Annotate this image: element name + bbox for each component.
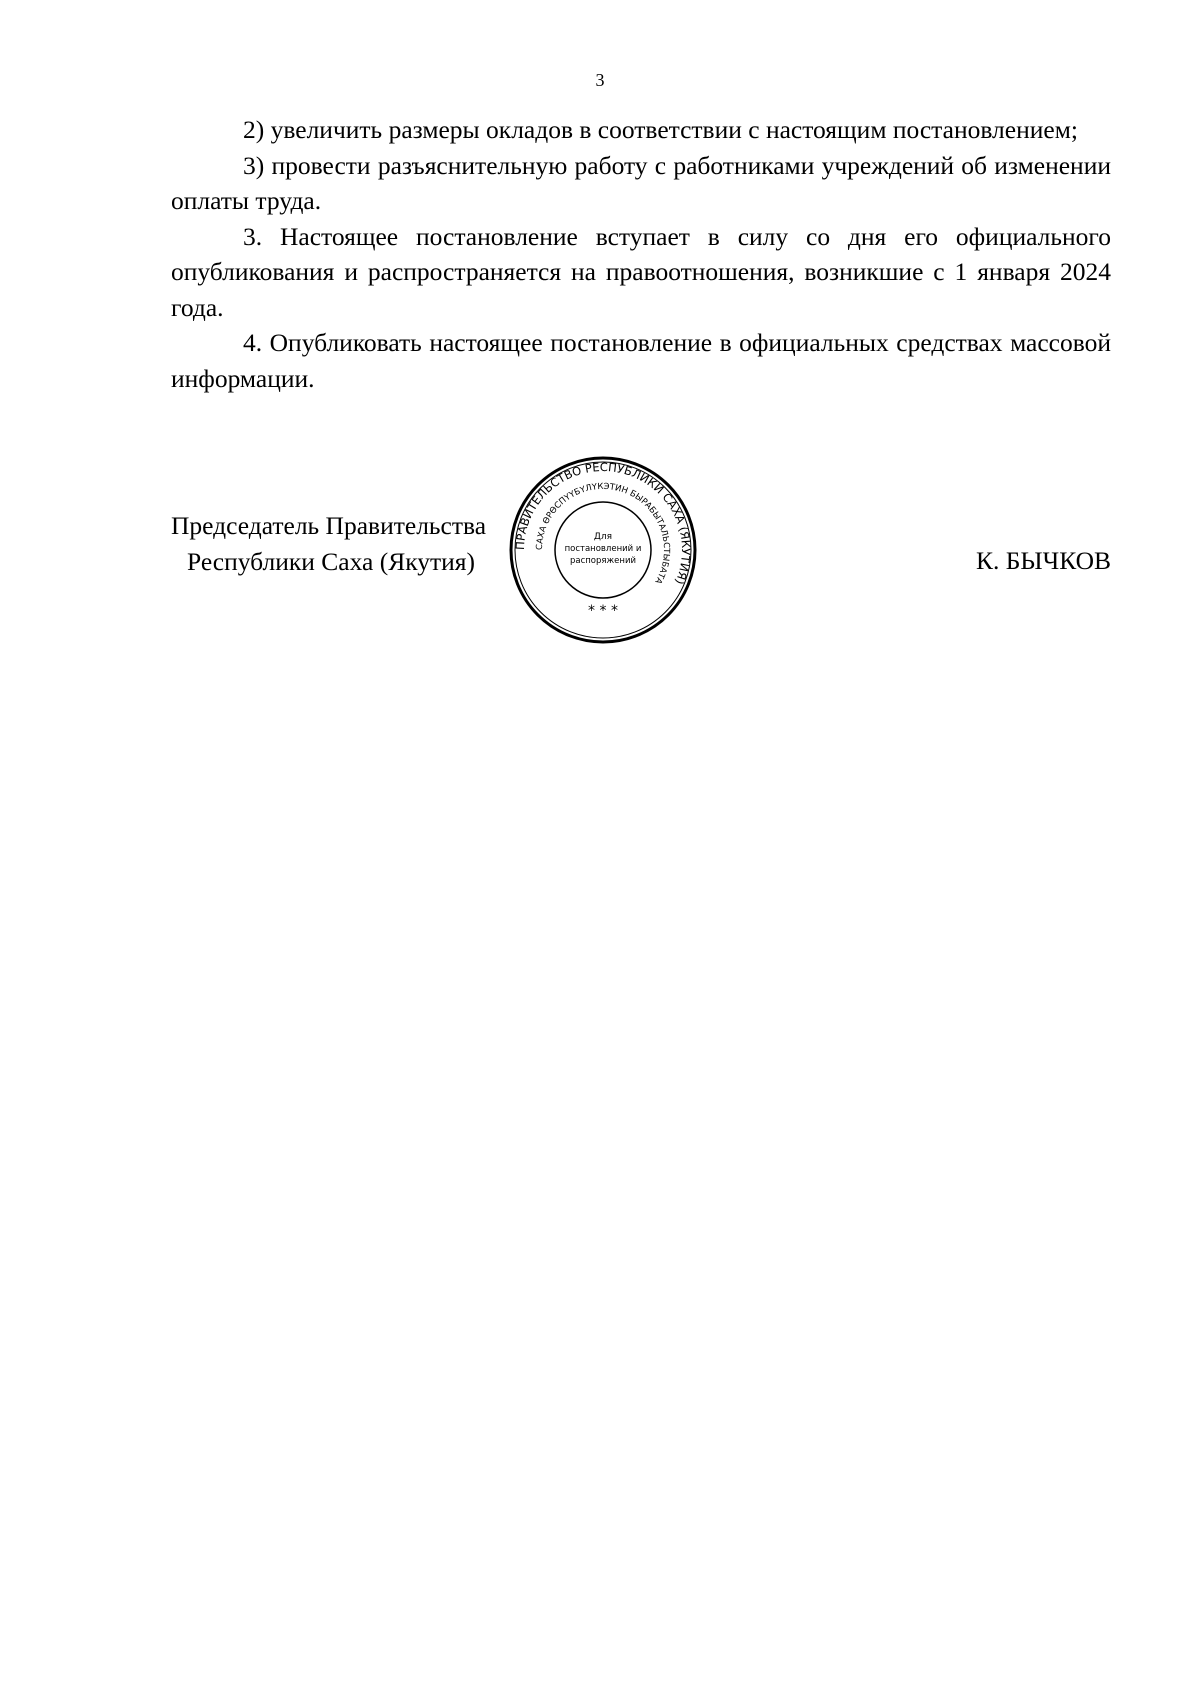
seal-graphic <box>508 455 698 645</box>
signatory-title-line1: Председатель Правительства <box>171 511 487 540</box>
page-number: 3 <box>595 70 605 90</box>
signatory-name: К. БЫЧКОВ <box>975 546 1111 575</box>
seal-inner-text: САХА ӨРӨСПҮҮБҮЛҮКЭТИН БЫРАБЫТАЛЬСТЫБАТА <box>534 481 672 586</box>
document-body <box>171 112 1111 396</box>
paragraph-clause-3: 3. Настоящее постановление вступает в силу со дня его официального опубликования и распространяется на правоотношения, возникшие с 1 января 2024 года. <box>171 221 1111 322</box>
paragraph-clause-4: 4. Опубликовать настоящее постановление в официальных средствах массовой информации. <box>171 328 1111 393</box>
paragraph-item-2: 2) увеличить размеры окладов в соответствии с настоящим постановлением; <box>243 115 1078 144</box>
official-seal-stamp <box>508 455 698 645</box>
signatory-title-line2: Республики Саха (Якутия) <box>187 546 476 576</box>
paragraph-item-3: 3) провести разъяснительную работу с работниками учреждений об изменении оплаты труда. <box>171 150 1111 215</box>
seal-stars: * * * <box>588 603 618 619</box>
svg-text:ПРАВИТЕЛЬСТВО РЕСПУБЛИКИ САХА <box>513 460 693 587</box>
signatory-title <box>171 508 486 579</box>
seal-center-line3: распоряжений <box>569 556 637 566</box>
seal-outer-text: ПРАВИТЕЛЬСТВО РЕСПУБЛИКИ САХА (ЯКУТИЯ) <box>512 459 694 587</box>
seal-center-line2: постановлений и <box>564 544 642 554</box>
seal-center-line1: Для <box>593 532 613 542</box>
